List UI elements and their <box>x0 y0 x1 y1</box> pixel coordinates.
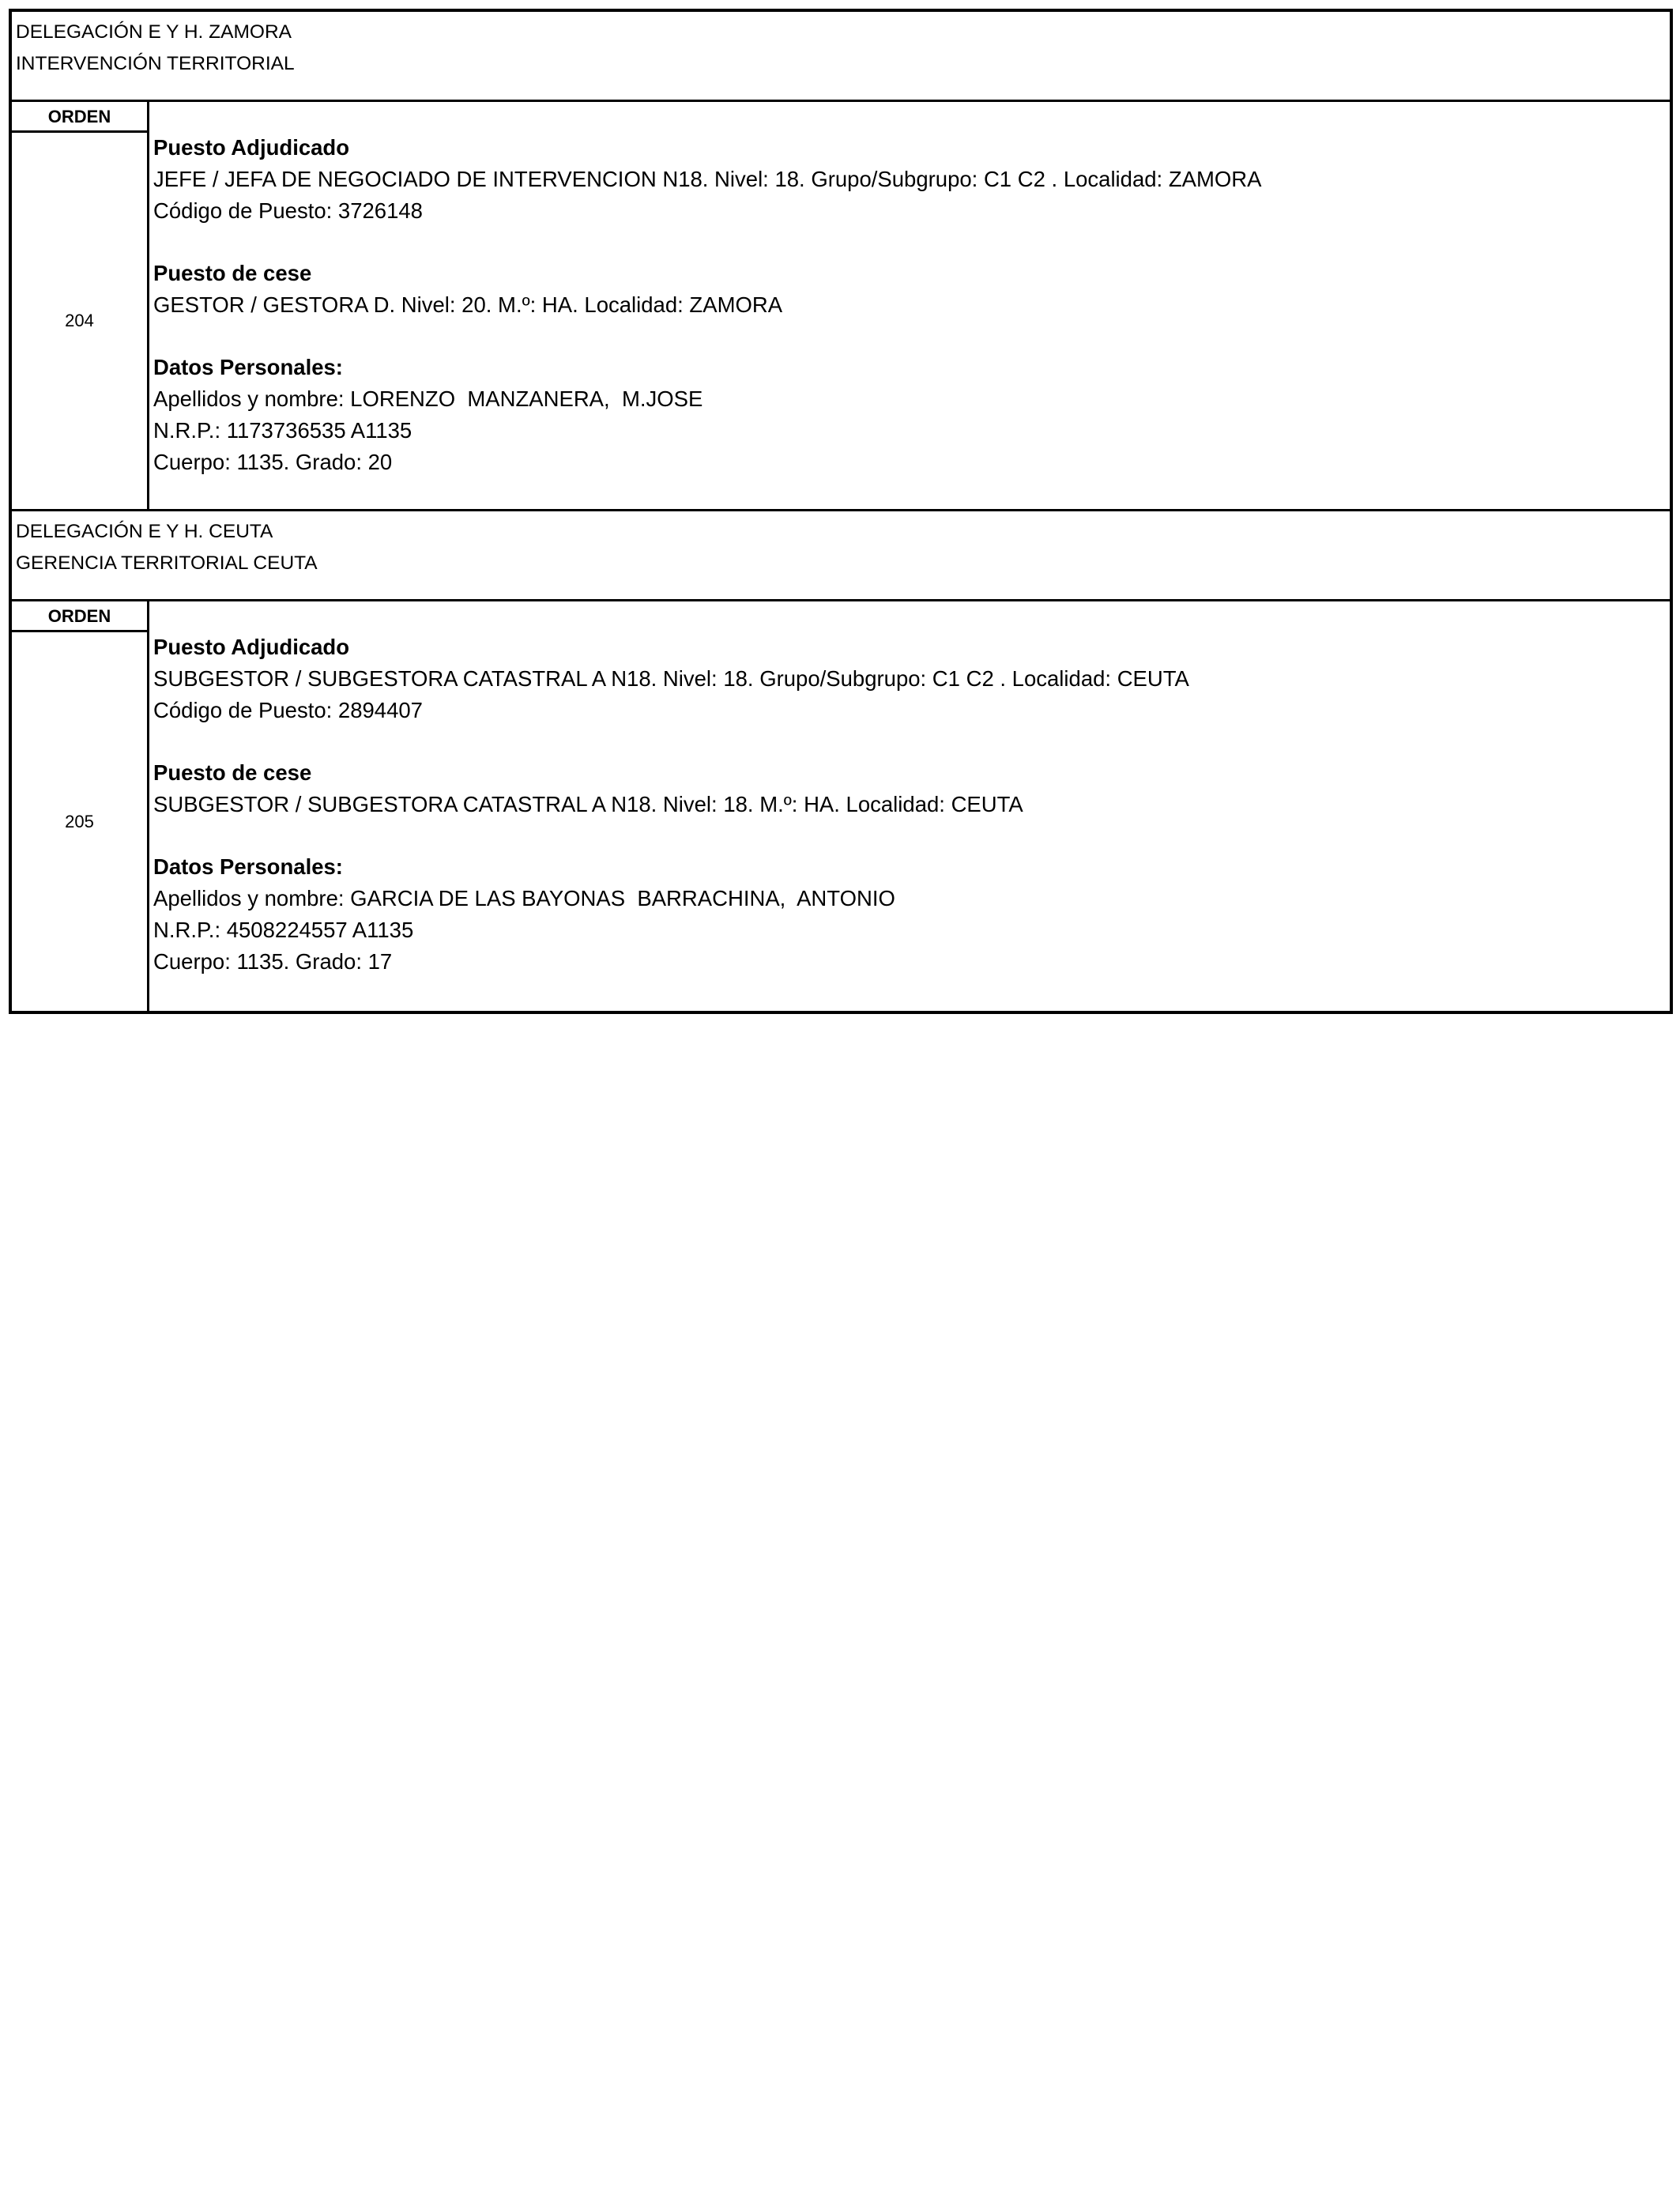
datos-personales-heading: Datos Personales: <box>153 355 343 379</box>
orden-number: 205 <box>65 811 94 831</box>
orden-column <box>12 601 149 1011</box>
puesto-adjudicado-heading: Puesto Adjudicado <box>153 635 350 659</box>
puesto-cese-heading: Puesto de cese <box>153 760 312 785</box>
puesto-adjudicado-heading: Puesto Adjudicado <box>153 135 350 160</box>
section-header <box>12 12 1670 102</box>
delegacion-label: DELEGACIÓN E Y H. CEUTA <box>16 521 273 542</box>
cuerpo-grado: Cuerpo: 1135. Grado: 20 <box>153 450 393 474</box>
entry-row <box>12 601 1670 1011</box>
puesto-adjudicado-description: SUBGESTOR / SUBGESTORA CATASTRAL A N18. Nivel: 18. Grupo/Subgrupo: C1 C2 . Localidad: CEUTA <box>153 666 1189 691</box>
orden-column <box>12 102 149 509</box>
apellidos-nombre: Apellidos y nombre: GARCIA DE LAS BAYONAS BARRACHINA, ANTONIO <box>153 886 895 910</box>
orden-number: 204 <box>65 311 94 330</box>
apellidos-nombre: Apellidos y nombre: LORENZO MANZANERA, M.JOSE <box>153 386 703 411</box>
entry-details <box>149 102 1670 509</box>
puesto-cese-description: GESTOR / GESTORA D. Nivel: 20. M.º: HA. Localidad: ZAMORA <box>153 292 783 317</box>
puesto-cese-description: SUBGESTOR / SUBGESTORA CATASTRAL A N18. Nivel: 18. M.º: HA. Localidad: CEUTA <box>153 792 1023 816</box>
unidad-label: GERENCIA TERRITORIAL CEUTA <box>16 552 318 574</box>
delegacion-label: DELEGACIÓN E Y H. ZAMORA <box>16 21 292 43</box>
nrp: N.R.P.: 4508224557 A1135 <box>153 918 414 942</box>
entry-row <box>12 102 1670 511</box>
unidad-label: INTERVENCIÓN TERRITORIAL <box>16 53 295 74</box>
codigo-puesto: Código de Puesto: 2894407 <box>153 698 423 722</box>
nrp: N.R.P.: 1173736535 A1135 <box>153 418 412 443</box>
section-header <box>12 511 1670 601</box>
puesto-adjudicado-description: JEFE / JEFA DE NEGOCIADO DE INTERVENCION N18. Nivel: 18. Grupo/Subgrupo: C1 C2 . Localidad: ZAMORA <box>153 167 1262 191</box>
orden-header: ORDEN <box>12 102 147 133</box>
puesto-cese-heading: Puesto de cese <box>153 261 312 285</box>
document-table <box>9 9 1673 1014</box>
datos-personales-heading: Datos Personales: <box>153 854 343 879</box>
entry-details <box>149 601 1670 1011</box>
orden-header: ORDEN <box>12 601 147 632</box>
cuerpo-grado: Cuerpo: 1135. Grado: 17 <box>153 949 393 974</box>
codigo-puesto: Código de Puesto: 3726148 <box>153 198 423 223</box>
